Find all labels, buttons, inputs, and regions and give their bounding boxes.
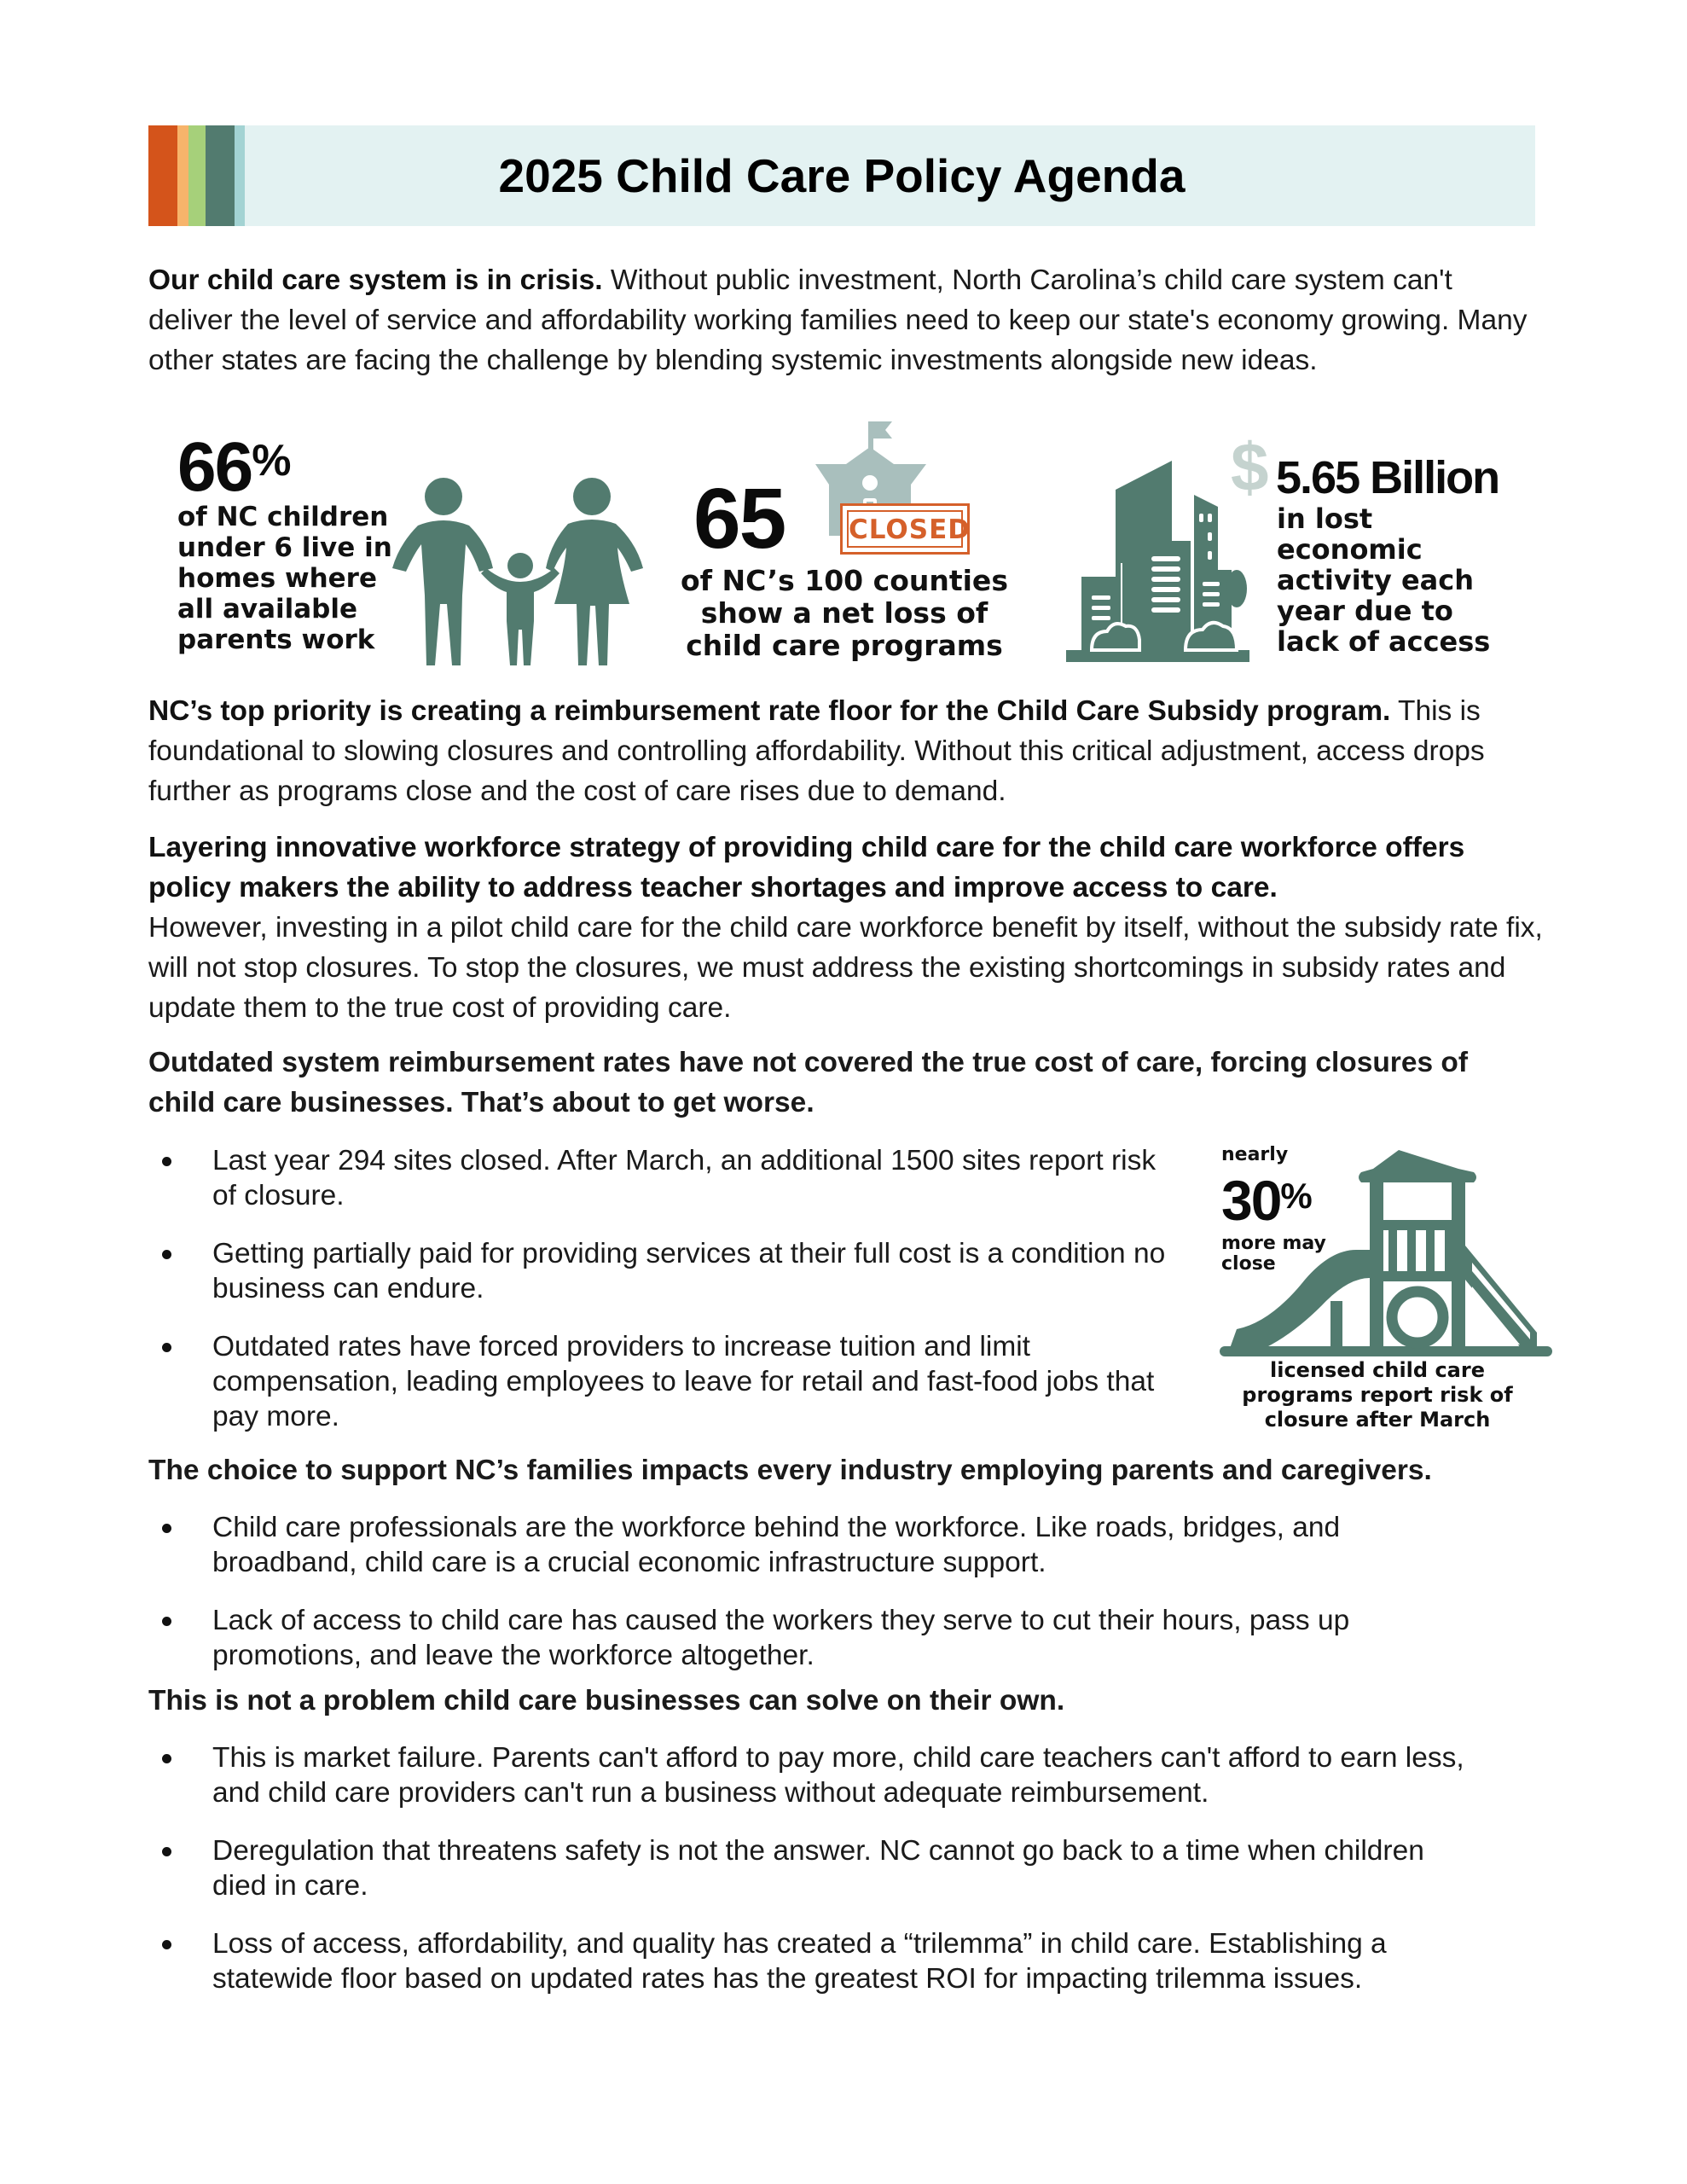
intro-bold: Our child care system is in crisis. <box>148 264 603 296</box>
list-item: Last year 294 sites closed. After March, an additional 1500 sites report risk of closure. <box>148 1143 1172 1213</box>
stat-closures-prefix: nearly <box>1221 1144 1289 1165</box>
bullet-icon <box>162 1157 171 1166</box>
stat-counties-value: 65 <box>693 471 786 566</box>
layering-text: However, investing in a pilot child care for the child care workforce benefit by itself, without the subsidy rate fix, will not stop closures. To stop the closures, we must address the existing shortcomings in subsidy rates and update them to the true cost of providing care. <box>148 912 1543 1024</box>
choice-bullets <box>148 1510 1479 1673</box>
priority-paragraph <box>148 691 1544 811</box>
stat-closures-unit: % <box>1280 1176 1313 1216</box>
list-item: Outdated rates have forced providers to increase tuition and limit compensation, leading employees to leave for retail and fast-food jobs that pay more. <box>148 1329 1172 1434</box>
caption-line: child care programs <box>686 629 1003 662</box>
stat-families-value: 66 <box>177 428 252 506</box>
caption-line: lack of access <box>1277 625 1491 658</box>
caption-line: year due to <box>1277 595 1453 627</box>
list-item: Getting partially paid for providing services at their full cost is a condition no business can endure. <box>148 1236 1172 1306</box>
bullet-icon <box>162 1940 171 1949</box>
outdated-bullets <box>148 1143 1172 1434</box>
family-icon <box>384 468 657 672</box>
list-item: Lack of access to child care has caused the workers they serve to cut their hours, pass up promotions, and leave the workforce altogether. <box>148 1603 1479 1673</box>
layering-bold: Layering innovative workforce strategy of providing child care for the child care workforce offers policy makers the ability to address teacher shortages and improve access to care. <box>148 832 1465 903</box>
caption-line: in lost <box>1277 502 1373 535</box>
playground-slide-icon <box>1203 1135 1552 1365</box>
caption-line: licensed child care <box>1270 1358 1485 1382</box>
bullet-icon <box>162 1754 171 1763</box>
list-item: Loss of access, affordability, and quality has created a “trilemma” in child care. Establishing a statewide floor based on updated rates has the greatest ROI for impacting trilemma issues. <box>148 1926 1479 1996</box>
outdated-heading: Outdated system reimbursement rates have not covered the true cost of care, forcing closures of child care businesses. That’s about to get worse. <box>148 1047 1469 1118</box>
bullet-icon <box>162 1524 171 1533</box>
stat-families-caption <box>177 502 399 655</box>
caption-line: of NC children <box>177 502 389 532</box>
stat-counties-caption <box>674 565 1015 662</box>
caption-line: under 6 live in <box>177 532 392 563</box>
priority-text: This is foundational to slowing closures and controlling affordability. Without this critical adjustment, access drops further as programs close and the cost of care rises due to demand. <box>148 695 1485 807</box>
bullet-icon <box>162 1847 171 1856</box>
dollar-sign-icon: $ <box>1231 429 1269 505</box>
choice-heading: The choice to support NC’s families impacts every industry employing parents and caregivers. <box>148 1455 1432 1486</box>
stat-economy-caption <box>1277 503 1490 657</box>
caption-line: programs report risk of <box>1242 1383 1513 1407</box>
caption-line: economic <box>1277 533 1423 566</box>
closed-stamp <box>840 503 970 555</box>
city-buildings-icon <box>1066 461 1249 665</box>
layering-paragraph <box>148 828 1544 1028</box>
closed-stamp-label: CLOSED <box>847 510 963 548</box>
not-alone-bullets <box>148 1740 1479 1996</box>
stat-closures-value: 30 <box>1221 1169 1281 1232</box>
caption-line: more may <box>1221 1233 1326 1254</box>
intro-paragraph <box>148 260 1544 380</box>
list-item: Child care professionals are the workforce behind the workforce. Like roads, bridges, and broadband, child care is a crucial economic infrastructure support. <box>148 1510 1479 1580</box>
priority-bold: NC’s top priority is creating a reimbursement rate floor for the Child Care Subsidy program. <box>148 695 1391 727</box>
stat-closures-caption <box>1203 1358 1552 1432</box>
caption-line: closure after March <box>1264 1408 1491 1432</box>
bullet-icon <box>162 1250 171 1259</box>
caption-line: close <box>1221 1253 1276 1275</box>
bullet-icon <box>162 1617 171 1626</box>
caption-line: of NC’s 100 counties <box>681 564 1008 597</box>
stat-families-unit: % <box>252 436 292 485</box>
intro-text: Without public investment, North Carolina’s child care system can't deliver the level of service and affordability working families need to keep our state's economy growing. Many other states are facing the challenge by blending systemic investments alongside new ideas. <box>148 264 1528 376</box>
list-item: This is market failure. Parents can't afford to pay more, child care teachers can't afford to earn less, and child care providers can't run a business without adequate reimbursement. <box>148 1740 1479 1810</box>
not-alone-heading: This is not a problem child care businesses can solve on their own. <box>148 1685 1065 1716</box>
caption-line: show a net loss of <box>700 596 988 630</box>
caption-line: parents work <box>177 624 375 655</box>
caption-line: homes where <box>177 563 377 594</box>
page-title: 2025 Child Care Policy Agenda <box>498 149 1186 202</box>
stat-economy-value: 5.65 Billion <box>1276 452 1499 503</box>
stat-families <box>177 427 399 655</box>
bullet-icon <box>162 1343 171 1352</box>
title-banner <box>148 125 1535 226</box>
caption-line: all available <box>177 594 358 624</box>
list-item: Deregulation that threatens safety is not the answer. NC cannot go back to a time when children died in care. <box>148 1833 1479 1903</box>
caption-line: activity each <box>1277 564 1474 596</box>
